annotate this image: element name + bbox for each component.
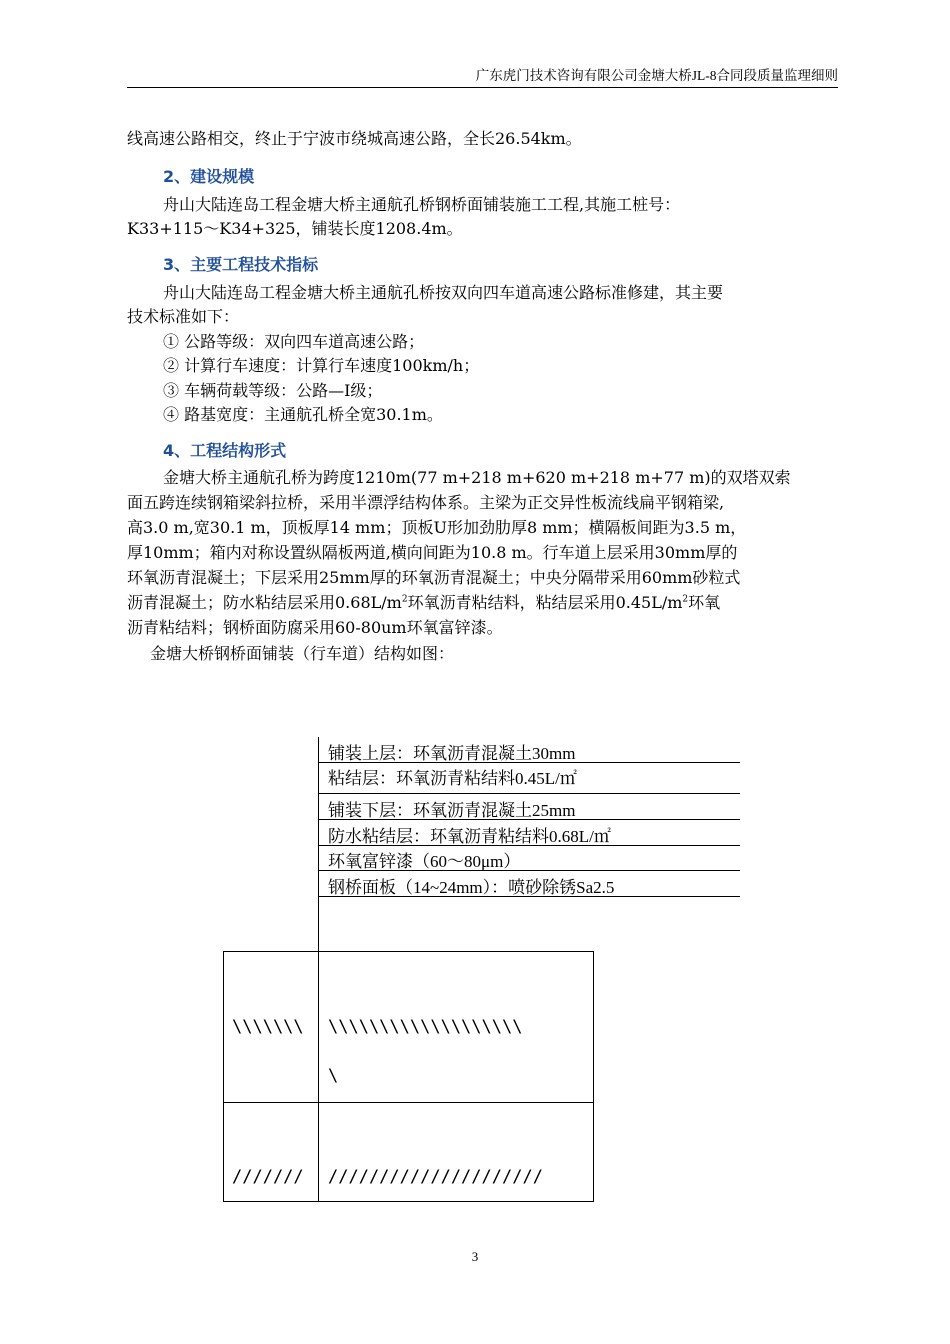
section-4-para-line7: 沥青粘结料；钢桥面防腐采用60-80um环氧富锌漆。 — [127, 618, 503, 637]
section-4-line6-part-a: 沥青混凝土；防水粘结层采用0.68L/m — [127, 593, 402, 612]
layer-label-waterproof-bonding: 防水粘结层：环氧沥青粘结料0.68L/㎡ — [328, 827, 611, 846]
hatch-fwd-right: ///////////////////// — [328, 1167, 543, 1187]
layer-label-lower-pavement: 铺装下层：环氧沥青混凝土25mm — [328, 801, 576, 820]
box-row-divider — [223, 1102, 594, 1103]
intro-line: 线高速公路相交，终止于宁波市绕城高速公路，全长26.54km。 — [127, 129, 582, 148]
layer-divider — [318, 819, 740, 820]
layer-divider — [318, 845, 740, 846]
section-4-para-line1: 金塘大桥主通航孔桥为跨度1210m(77 m+218 m+620 m+218 m+77 m)的双塔双索 — [163, 468, 791, 487]
hatch-back-left: \\\\\\\ — [232, 1017, 304, 1037]
hatch-back-wrap: \ — [328, 1066, 339, 1086]
section-3-para-line1: 舟山大陆连岛工程金塘大桥主通航孔桥按双向四车道高速公路标准修建，其主要 — [163, 283, 724, 302]
page-number: 3 — [471, 1249, 479, 1264]
box-column-divider — [318, 951, 319, 1202]
section-4-para-line3: 高3.0 m,宽30.1 m，顶板厚14 mm；顶板U形加劲肋厚8 mm；横隔板间距为3.5 m， — [127, 518, 747, 537]
layer-divider — [318, 896, 740, 897]
layer-divider — [318, 793, 740, 794]
running-header: 广东虎门技术咨询有限公司金塘大桥JL-8合同段质量监理细则 — [475, 68, 838, 83]
section-2-heading: 2、建设规模 — [163, 167, 255, 186]
section-2-para-line2: K33+115～K34+325，铺装长度1208.4m。 — [127, 219, 463, 238]
section-4-line6-part-b: 环氧沥青粘结料，粘结层采用0.45L/m — [407, 593, 683, 612]
section-3-heading: 3、主要工程技术指标 — [163, 255, 319, 274]
section-3-item-1: ① 公路等级：双向四车道高速公路； — [163, 332, 425, 351]
section-3-item-4: ④ 路基宽度：主通航孔桥全宽30.1m。 — [163, 405, 443, 424]
section-4-para-line5: 环氧沥青混凝土；下层采用25mm厚的环氧沥青混凝土；中央分隔带采用60mm砂粒式 — [127, 568, 741, 587]
section-4-para-line8: 金塘大桥钢桥面铺装（行车道）结构如图： — [150, 644, 455, 663]
section-3-item-2: ② 计算行车速度：计算行车速度100km/h； — [163, 356, 480, 375]
hatch-fwd-left: /////// — [232, 1167, 304, 1187]
layer-divider — [318, 870, 740, 871]
layer-divider — [318, 762, 740, 763]
section-4-line6-part-c: 环氧 — [688, 593, 721, 612]
section-4-heading: 4、工程结构形式 — [163, 441, 287, 460]
layer-label-upper-pavement: 铺装上层：环氧沥青混凝土30mm — [328, 744, 576, 763]
header-rule — [127, 87, 838, 88]
layer-label-steel-deck: 钢桥面板（14~24mm）：喷砂除锈Sa2.5 — [328, 878, 615, 897]
section-4-para-line6 — [127, 592, 839, 613]
superscript-2: 2 — [682, 594, 689, 605]
section-2-para-line1: 舟山大陆连岛工程金塘大桥主通航孔桥钢桥面铺装施工工程,其施工桩号： — [163, 195, 681, 214]
section-4-para-line4: 厚10mm；箱内对称设置纵隔板两道,横向间距为10.8 m。行车道上层采用30mm厚的 — [127, 543, 738, 562]
deck-section-box — [223, 951, 594, 1202]
section-4-para-line2: 面五跨连续钢箱梁斜拉桥，采用半漂浮结构体系。主梁为正交异性板流线扁平钢箱梁, — [127, 493, 725, 512]
layer-label-zinc-primer: 环氧富锌漆（60～80μm） — [328, 852, 521, 871]
hatch-back-right: \\\\\\\\\\\\\\\\\\\ — [328, 1017, 523, 1037]
superscript-2: 2 — [401, 594, 408, 605]
section-3-para-line2: 技术标准如下： — [127, 307, 240, 326]
layer-label-bonding: 粘结层：环氧沥青粘结料0.45L/㎡ — [328, 769, 577, 788]
section-3-item-3: ③ 车辆荷载等级：公路—I级； — [163, 381, 383, 400]
